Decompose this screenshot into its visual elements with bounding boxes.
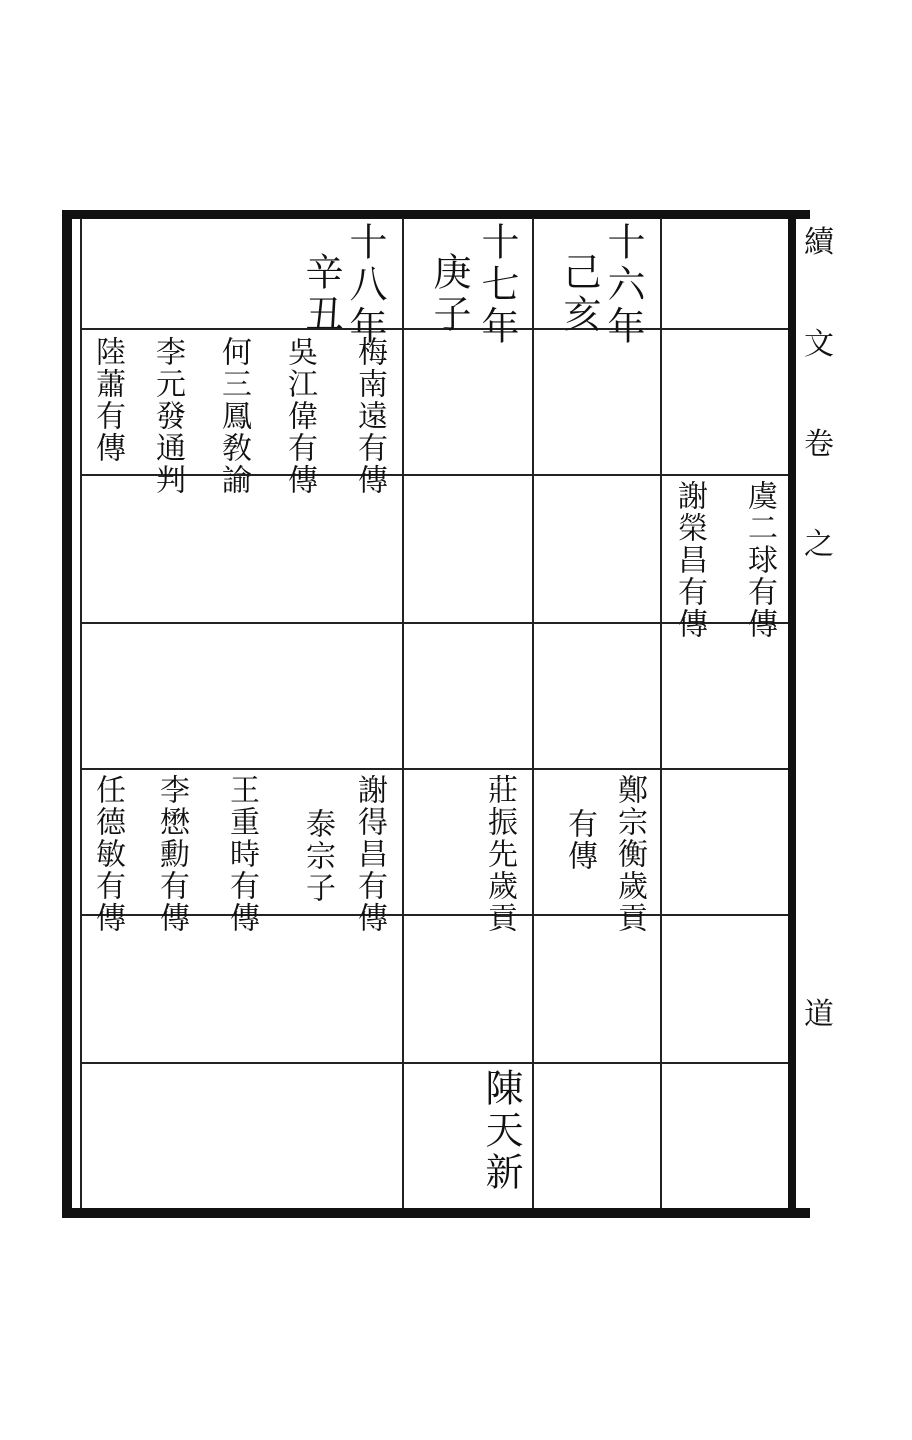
entry-li-yuanfa: 李元發通判 (150, 336, 185, 496)
gutter-char-2: 文 (804, 327, 834, 362)
entry-tai-zongzi: 泰宗子 (300, 808, 335, 904)
col-divider-16-15 (660, 218, 662, 1208)
year-18-ganzhi: 辛丑 (299, 252, 343, 336)
entry-ren-demin: 任德敏有傳 (90, 774, 125, 934)
col-divider-17-16 (532, 218, 534, 1208)
year-16-label: 十六年 (601, 222, 645, 348)
entry-xie-dechang: 謝得昌有傳 (352, 774, 387, 934)
frame-top-border (62, 210, 810, 219)
entry-wu-jiangwei: 吳江偉有傳 (282, 336, 317, 496)
frame-bottom-border (62, 1208, 810, 1218)
entry-yu-erqiu: 虞二球有傳 (742, 480, 777, 640)
gutter-char-5: 道 (804, 997, 834, 1032)
row-divider-5 (82, 1062, 788, 1064)
entry-zheng-note: 有傳 (562, 808, 597, 872)
year-16-ganzhi: 己亥 (557, 252, 601, 336)
frame-left-border (62, 210, 72, 1218)
entry-li-maoxun: 李懋勳有傳 (154, 774, 189, 934)
entry-zheng-zongheng: 鄭宗衡歲貢 (612, 774, 647, 934)
year-18-label: 十八年 (343, 222, 387, 348)
entry-xie-rongchang: 謝榮昌有傳 (672, 480, 707, 640)
center-fold-bar (788, 210, 796, 1218)
row-divider-3 (82, 768, 788, 770)
frame-inner-rule (80, 218, 82, 1208)
gutter-char-3: 卷 (804, 427, 834, 462)
entry-lu-xiao: 陸蕭有傳 (90, 336, 125, 464)
gutter-char-4: 之 (804, 527, 834, 562)
entry-chen-tianxin: 陳天新 (479, 1068, 523, 1194)
entry-wang-zhongshi: 王重時有傳 (224, 774, 259, 934)
entry-he-sanfeng: 何三鳳敎諭 (216, 336, 251, 496)
col-divider-18-17 (402, 218, 404, 1208)
gutter-char-1: 續 (804, 225, 834, 260)
year-17-ganzhi: 庚子 (427, 252, 471, 336)
entry-mei-nanyuan: 梅南遠有傳 (352, 336, 387, 496)
entry-zhuang-zhenxian: 莊振先歲貢 (482, 774, 517, 934)
row-divider-1 (82, 474, 788, 476)
year-17-label: 十七年 (475, 222, 519, 348)
